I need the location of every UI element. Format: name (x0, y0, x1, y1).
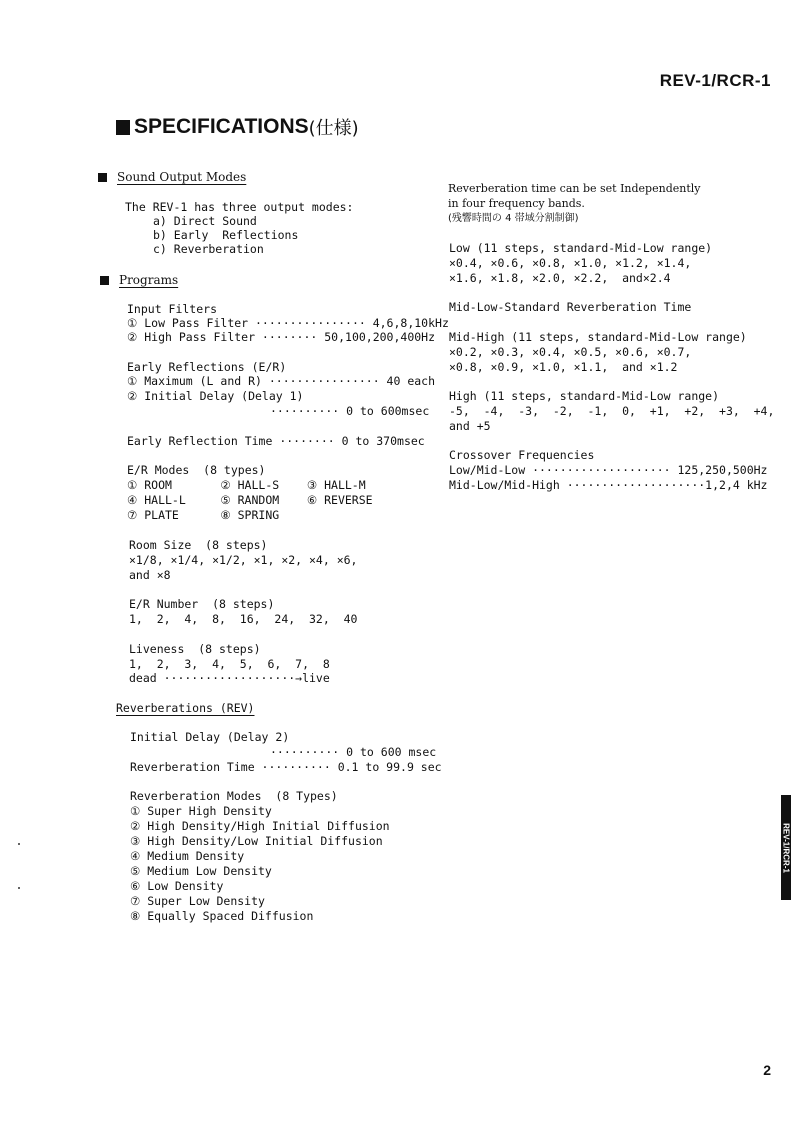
input-filters-title: Input Filters (127, 302, 218, 316)
early-reflection-time: Early Reflection Time ········ 0 to 370msec (127, 434, 425, 448)
low-band-line-1: ×0.4, ×0.6, ×0.8, ×1.0, ×1.2, ×1.4, (449, 256, 692, 270)
liveness-title: Liveness (8 steps) (129, 642, 261, 656)
crossover-title: Crossover Frequencies (449, 448, 595, 462)
sound-output-intro: The REV-1 has three output modes: (125, 200, 354, 214)
early-reflections-title: Early Reflections (E/R) (127, 360, 287, 374)
page-number: 2 (763, 1062, 771, 1078)
crossover-mid-high: Mid-Low/Mid-High ····················1,2,4 kHz (449, 478, 768, 492)
output-mode-b: b) Early Reflections (153, 228, 299, 242)
margin-speck (18, 887, 20, 889)
rev-mode-1: ① Super High Density (130, 804, 272, 818)
er-modes-row-1: ① ROOM ② HALL-S ③ HALL-M (127, 478, 366, 492)
room-size-line-1: ×1/8, ×1/4, ×1/2, ×1, ×2, ×4, ×6, (129, 553, 358, 567)
er-maximum: ① Maximum (L and R) ················ 40 each (127, 374, 436, 388)
high-band-title: High (11 steps, standard-Mid-Low range) (449, 389, 720, 403)
mid-high-band-title: Mid-High (11 steps, standard-Mid-Low range) (449, 330, 747, 344)
er-initial-delay-value: ·········· 0 to 600msec (270, 404, 430, 418)
crossover-low-mid: Low/Mid-Low ···················· 125,250,500Hz (449, 463, 768, 477)
page-title (116, 114, 359, 140)
rev-mode-6: ⑥ Low Density (130, 879, 224, 893)
low-band-line-2: ×1.6, ×1.8, ×2.0, ×2.2, and×2.4 (449, 271, 671, 285)
section-heading-sound-output (98, 170, 246, 184)
high-band-line-2: and +5 (449, 419, 491, 433)
high-pass-filter: ② High Pass Filter ········ 50,100,200,400Hz (127, 330, 436, 344)
liveness-values: 1, 2, 3, 4, 5, 6, 7, 8 (129, 657, 330, 671)
rev-initial-delay-value: ·········· 0 to 600 msec (270, 745, 437, 759)
document-model-header: REV-1/RCR-1 (659, 71, 771, 90)
room-size-line-2: and ×8 (129, 568, 171, 582)
title-main: SPECIFICATIONS (134, 115, 309, 138)
low-pass-filter: ① Low Pass Filter ················ 4,6,8,10kHz (127, 316, 449, 330)
er-modes-row-3: ⑦ PLATE ⑧ SPRING (127, 508, 280, 522)
room-size-title: Room Size (8 steps) (129, 538, 268, 552)
low-band-title: Low (11 steps, standard-Mid-Low range) (449, 241, 713, 255)
mid-high-band-line-1: ×0.2, ×0.3, ×0.4, ×0.5, ×0.6, ×0.7, (449, 345, 692, 359)
section-heading-label: Programs (119, 273, 179, 287)
right-intro-japanese: (残響時間の 4 帯域分割制御) (448, 213, 579, 224)
rev-mode-7: ⑦ Super Low Density (130, 894, 265, 908)
rev-mode-8: ⑧ Equally Spaced Diffusion (130, 909, 314, 923)
mid-high-band-line-2: ×0.8, ×0.9, ×1.0, ×1.1, and ×1.2 (449, 360, 678, 374)
section-heading-programs (100, 273, 178, 287)
margin-speck (18, 843, 20, 845)
er-number-values: 1, 2, 4, 8, 16, 24, 32, 40 (129, 612, 358, 626)
section-square-bullet (98, 173, 107, 182)
rev-mode-4: ④ Medium Density (130, 849, 245, 863)
er-number-title: E/R Number (8 steps) (129, 597, 275, 611)
section-square-bullet (100, 276, 109, 285)
liveness-range: dead ···················→live (129, 671, 330, 685)
title-japanese: (仕様) (308, 118, 359, 139)
er-initial-delay: ② Initial Delay (Delay 1) (127, 389, 304, 403)
high-band-line-1: -5, -4, -3, -2, -1, 0, +1, +2, +3, +4, (449, 404, 775, 418)
mid-low-band: Mid-Low-Standard Reverberation Time (449, 300, 692, 314)
section-heading-label: Sound Output Modes (117, 170, 247, 184)
er-modes-title: E/R Modes (8 types) (127, 463, 266, 477)
output-mode-a: a) Direct Sound (153, 214, 257, 228)
output-mode-c: c) Reverberation (153, 242, 264, 256)
rev-initial-delay: Initial Delay (Delay 2) (130, 730, 290, 744)
right-intro-line-1: Reverberation time can be set Independently (448, 182, 701, 195)
er-modes-row-2: ④ HALL-L ⑤ RANDOM ⑥ REVERSE (127, 493, 373, 507)
title-square-bullet (116, 120, 130, 135)
side-tab-label: REV-1/RCR-1 (781, 822, 791, 873)
rev-mode-2: ② High Density/High Initial Diffusion (130, 819, 390, 833)
rev-mode-3: ③ High Density/Low Initial Diffusion (130, 834, 383, 848)
rev-modes-title: Reverberation Modes (8 Types) (130, 789, 338, 803)
section-heading-reverberations: Reverberations (REV) (116, 701, 255, 715)
rev-mode-5: ⑤ Medium Low Density (130, 864, 272, 878)
side-index-tab (781, 795, 791, 900)
right-intro-line-2: in four frequency bands. (448, 197, 585, 210)
reverberation-time: Reverberation Time ·········· 0.1 to 99.9 sec (130, 760, 442, 774)
